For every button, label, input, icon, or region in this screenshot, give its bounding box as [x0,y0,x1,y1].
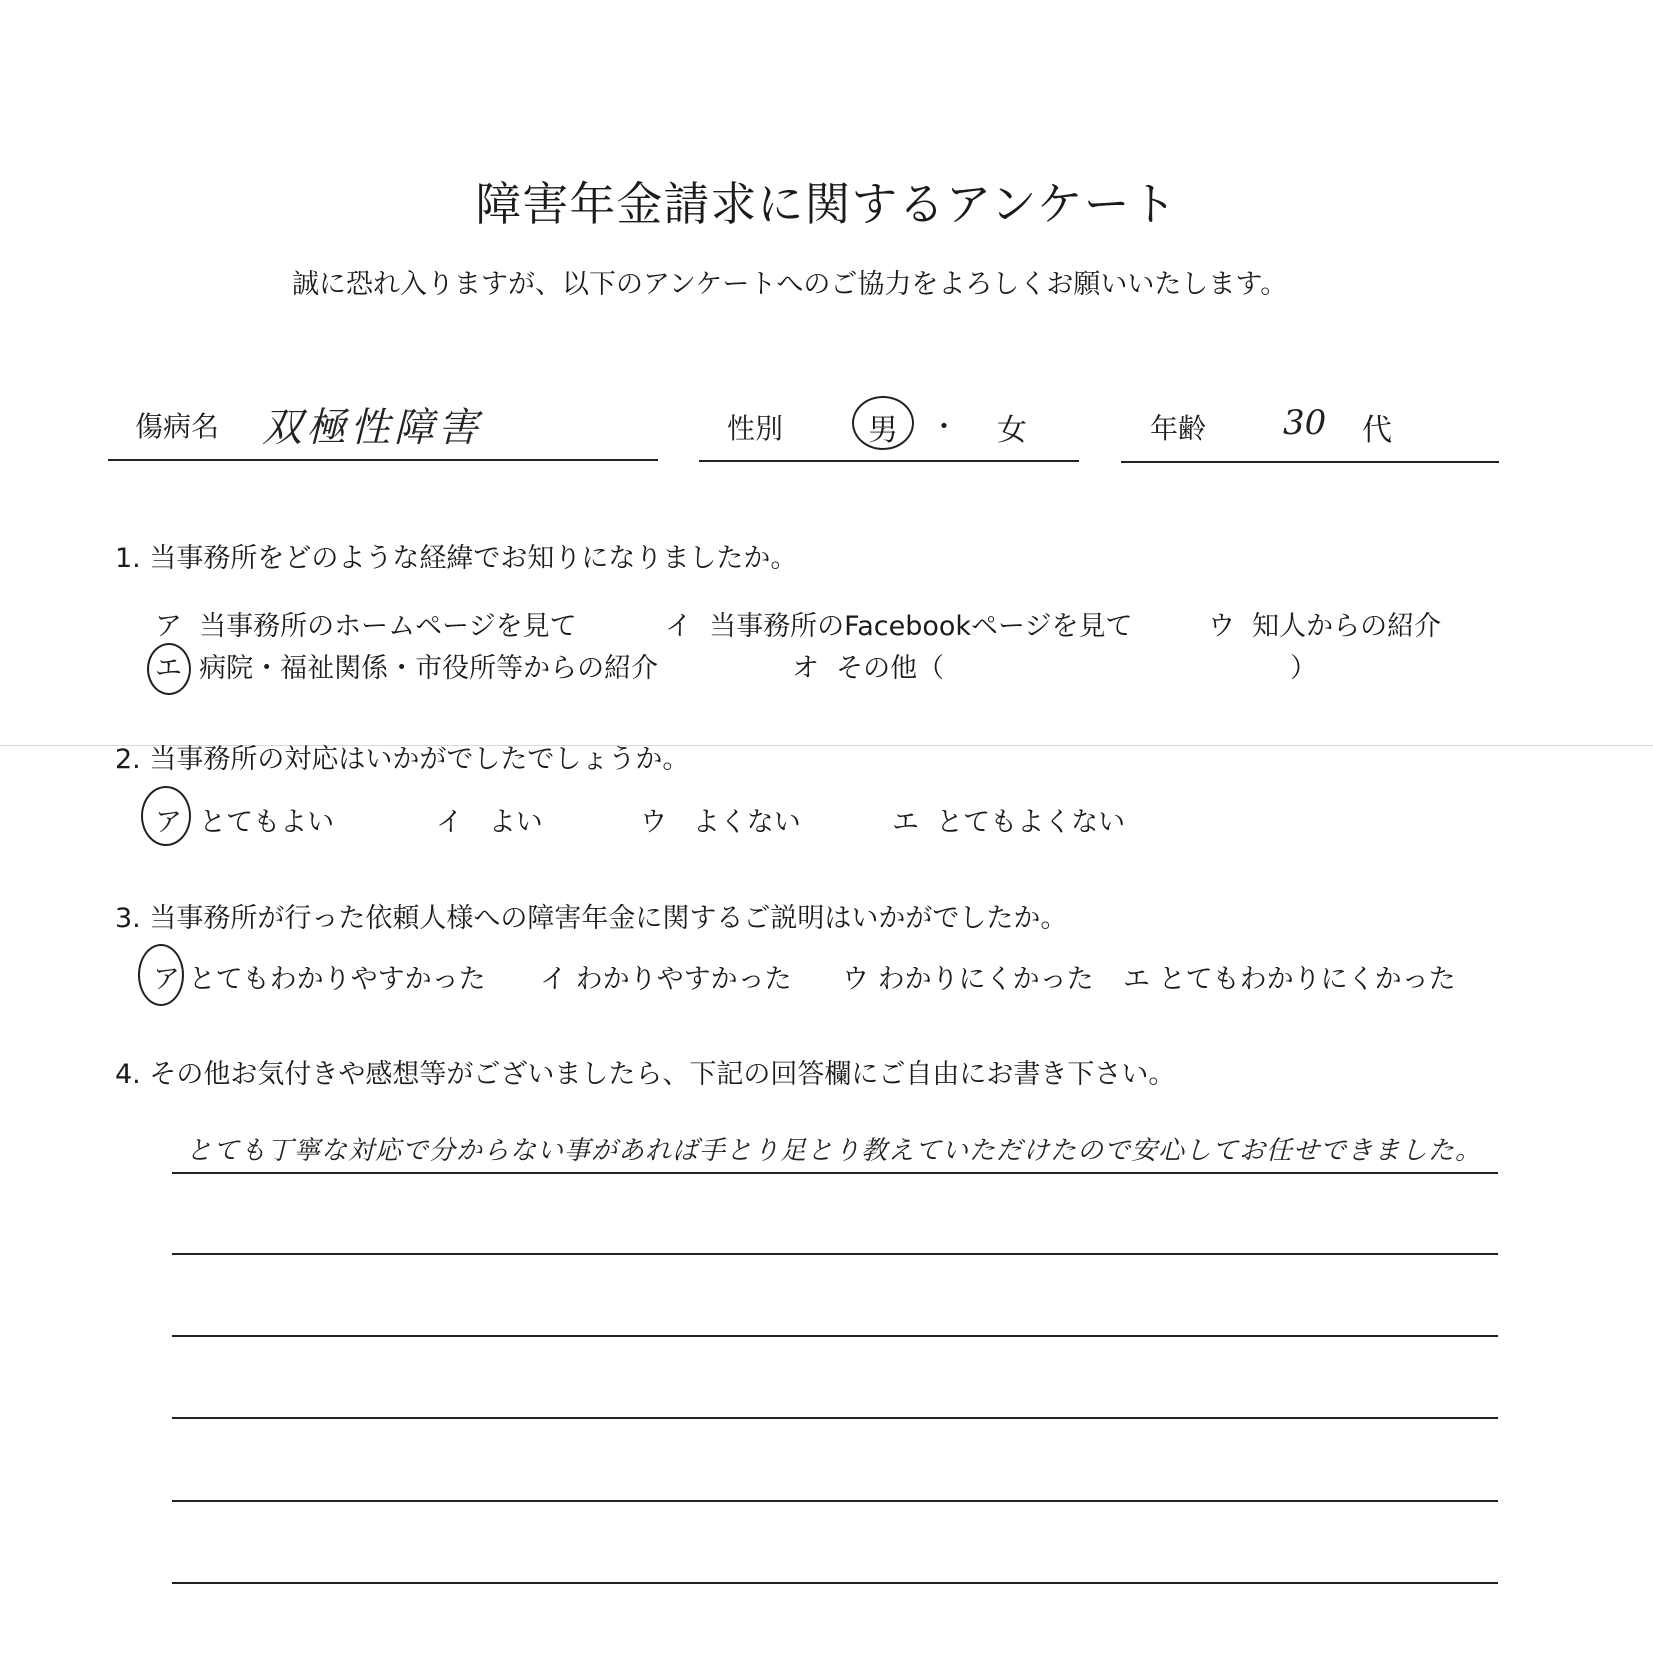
q2-option-a-label: とてもよい [199,807,335,838]
q1-option-b-mark: イ [665,611,692,642]
question-1: 1. 当事務所をどのような経緯でお知りになりましたか。 [115,543,798,574]
gender-female-option[interactable]: 女 [997,413,1027,448]
q1-option-d[interactable] [155,646,658,685]
answer-line-5 [172,1500,1498,1502]
gender-underline [699,460,1079,462]
q1-option-d-mark: エ [155,653,182,684]
q2-option-c[interactable] [640,800,801,839]
q1-option-e-mark: オ [792,653,819,684]
q1-option-e[interactable] [792,646,944,685]
gender-male-option[interactable]: 男 [868,413,898,448]
age-label: 年齢 [1150,412,1207,445]
gender-separator: ・ [930,410,959,443]
q3-selection-circle [138,944,184,1006]
q3-option-d[interactable] [1123,957,1456,996]
q3-option-c[interactable] [842,957,1094,996]
answer-line-4 [172,1417,1498,1419]
q3-option-a-label: とてもわかりやすかった [188,964,486,995]
q2-option-d[interactable] [892,800,1125,839]
q1-option-b[interactable] [665,604,1133,643]
q3-option-b-label: わかりやすかった [575,964,792,995]
q2-option-a-mark: ア [155,807,182,838]
question-3: 3. 当事務所が行った依頼人様への障害年金に関するご説明はいかがでしたか。 [115,903,1068,934]
q3-option-b[interactable] [540,957,792,996]
disease-label: 傷病名 [135,410,220,443]
q3-option-c-mark: ウ [842,964,869,995]
gender-selection-circle [852,396,914,450]
answer-line-3 [172,1335,1498,1337]
q4-answer-text[interactable]: とても丁寧な対応で分からない事があれば手とり足とり教えていただけたので安心してお任せできました。 [186,1136,1483,1166]
q1-option-b-label: 当事務所のFacebookページを見て [709,611,1133,642]
disease-underline [108,459,658,461]
q2-option-d-mark: エ [892,807,919,838]
q1-option-c[interactable] [1208,604,1441,643]
answer-line-1 [172,1172,1498,1174]
q3-option-d-mark: エ [1123,964,1150,995]
q2-option-b[interactable] [436,800,543,839]
q2-option-c-mark: ウ [640,807,667,838]
q1-option-c-label: 知人からの紹介 [1252,611,1442,642]
q3-option-a[interactable] [153,957,486,996]
page-title: 障害年金請求に関するアンケート [475,177,1178,231]
disease-value[interactable]: 双極性障害 [262,405,482,451]
q1-option-a[interactable] [155,604,577,643]
q2-option-b-label: よい [488,807,543,838]
q2-selection-circle [141,786,191,846]
q1-option-a-mark: ア [155,611,182,642]
age-value[interactable]: 30 [1283,403,1327,443]
q2-option-c-label: よくない [692,807,801,838]
age-underline [1121,461,1499,463]
gender-label: 性別 [727,412,784,445]
q2-option-b-mark: イ [436,807,463,838]
question-2: 2. 当事務所の対応はいかがでしたでしょうか。 [115,744,690,775]
q3-option-c-label: わかりにくかった [877,964,1094,995]
answer-line-2 [172,1253,1498,1255]
q3-option-a-mark: ア [153,964,180,995]
q3-option-d-label: とてもわかりにくかった [1158,964,1456,995]
q1-option-c-mark: ウ [1208,611,1235,642]
answer-line-6 [172,1582,1498,1584]
q2-option-d-label: とてもよくない [936,807,1126,838]
q3-option-b-mark: イ [540,964,567,995]
page-subtitle: 誠に恐れ入りますが、以下のアンケートへのご協力をよろしくお願いいたします。 [292,269,1288,300]
q1-option-d-label: 病院・福祉関係・市役所等からの紹介 [199,653,659,684]
q1-option-e-close: ） [1290,653,1317,684]
q1-option-e-label: その他（ [836,653,945,684]
age-suffix: 代 [1362,413,1392,448]
question-4: 4. その他お気付きや感想等がございましたら、下記の回答欄にご自由にお書き下さい。 [115,1059,1176,1090]
q1-option-a-label: 当事務所のホームページを見て [199,611,577,642]
q1-selection-circle [147,643,191,695]
